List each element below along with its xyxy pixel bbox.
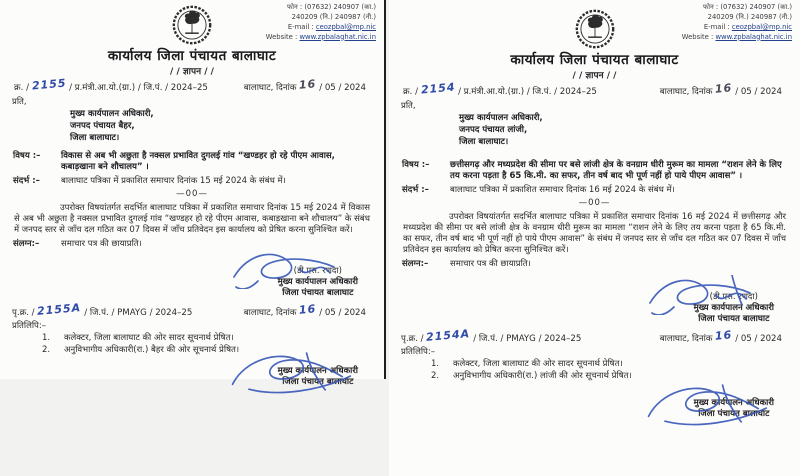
website-line: Website : www.zpbalaghat.nic.in	[265, 32, 376, 41]
reference-label: संदर्भ :–	[402, 184, 429, 195]
enclosure-text: समाचार पत्र की छायाप्रति।	[450, 259, 531, 270]
signatory-org: जिला पंचायत बालाघाट	[282, 376, 354, 387]
place-and-date: बालाघाट, दिनांक 16 / 05 / 2024	[243, 77, 366, 94]
signature-block-1	[12, 266, 372, 299]
recipient-line: जनपद पंचायत बैहर,	[70, 120, 135, 131]
copy-to-label: प्रतिलिपि:–	[12, 320, 46, 331]
subject-text: विकास से अब भी अछुता है नक्सल प्रभावित दुगलई गांव “खण्डहर हो रहे पीएम आवास, कबाड़खाना बने शौचालय” ।	[61, 150, 335, 172]
subject-text: छत्तीसगढ़ और मध्यप्रदेश की सीमा पर बसे लांजी क्षेत्र के वनग्राम धीरी मुरूम का मामला “राशन लेने के लिए तय करना पड़ता है 65 कि.मी. का सफर, तीन वर्ष बाद भी पूर्ण नहीं हो पाये पीएम आवास” ।	[450, 159, 782, 181]
enclosure-label: संलग्न:–	[13, 239, 40, 250]
handwritten-letter-number: 2154	[420, 80, 456, 97]
recipient-line: मुख्य कार्यपालन अधिकारी,	[70, 108, 154, 119]
recipient-address	[459, 113, 788, 148]
to-label: प्रति,	[12, 96, 27, 107]
reference-row	[401, 185, 788, 196]
copy-item: 2. अनुविभागीय अधिकारी(रा.) बैहर की ओर सूचनार्थ प्रेषित।	[42, 344, 240, 355]
email-link: ceozpbal@mp.nic	[315, 22, 376, 31]
reference-text: बालाघाट पत्रिका में प्रकाशित समाचार दिनांक 16 मई 2024 के संबंध में।	[450, 184, 675, 195]
signatory-org: जिला पंचायत बालाघाट	[698, 408, 770, 419]
recipient-line: जनपद पंचायत लांजी,	[459, 124, 528, 135]
reference-row	[12, 176, 372, 187]
contact-block	[266, 3, 376, 42]
enclosure-row	[401, 259, 788, 270]
subject-row	[401, 160, 788, 182]
copy-item: 1. कलेक्टर, जिला बालाघाट की ओर सादर सूचनार्थ प्रेषित।	[431, 358, 623, 369]
letter-page-1	[0, 0, 386, 387]
subject-row	[12, 151, 372, 173]
signatory-name: (डी.एस. रणदा)	[709, 292, 758, 303]
signature-block-2	[401, 398, 788, 420]
recipient-line: मुख्य कार्यपालन अधिकारी,	[459, 112, 543, 123]
letter-body: उपरोक्त विषयांतर्गत सदर्भित बालाघाट पत्रिका में प्रकाशित समाचार दिनांक 15 मई 2024 में विकास से अब भी अछुता है नक्सल प्रभावित दुगलई गांव “खण्डहर हो रहे पीएम आवास, कबाड़खाना बने शौचालय” के संबंध में जनपद स्तर से जाँच दल गठित कर 07 दिवस में जाँच प्रतिवेदन इस कार्यालय को प्रेषित करना सुनिश्चित करें।	[14, 202, 370, 235]
enclosure-text: समाचार पत्र की छायाप्रति।	[61, 239, 142, 250]
letter-number: क्र. / 2154 / प्र.मंत्री.आ.यो.(ग्रा.) / जि.पं. / 2024–25	[403, 80, 597, 98]
email-line: E-mail : ceozpbal@mp.nic	[287, 22, 376, 31]
letter-body: उपरोक्त विषयांतर्गत सदर्भित बालाघाट पत्रिका में प्रकाशित समाचार दिनांक 16 मई 2024 में छत्तीसगढ़ और मध्यप्रदेश की सीमा पर बसे लांजी क्षेत्र के वनग्राम धीरी मुरूम का मामला “राशन लेने के लिए तय करना पड़ता है 65 कि.मी. का सफर, तीन वर्ष बाद भी पूर्ण नहीं हो पाये पीएम आवास” के संबंध में जनपद स्तर से जाँच दल गठित कर 07 दिवस में जाँच प्रतिवेदन इस कार्यालय को प्रेषित करना सुनिश्चित करें।	[403, 211, 786, 256]
recipient-line: जिला बालाघाट।	[459, 136, 509, 147]
to-label: प्रति,	[401, 100, 416, 111]
website-link: www.zpbalaghat.nic.in	[715, 32, 792, 41]
website-line: Website : www.zpbalaghat.nic.in	[681, 32, 792, 41]
handwritten-letter-number: 2155	[31, 76, 67, 93]
reference-number-row	[401, 80, 788, 98]
office-title: कार्यालय जिला पंचायत बालाघाट	[107, 48, 277, 64]
subject-label: विषय :–	[402, 159, 430, 170]
recipient-line: जिला बालाघाट।	[70, 132, 120, 143]
signatory-title: मुख्य कार्यपालन अधिकारी	[277, 365, 358, 376]
handwritten-endorsement-number: 2154A	[425, 327, 471, 345]
office-title: कार्यालय जिला पंचायत बालाघाट	[510, 52, 679, 68]
contact-block	[682, 3, 792, 42]
phone-line-2: 240209 (नि.) 240987 (नी.)	[291, 12, 376, 21]
signatory-org: जिला पंचायत बालाघाट	[698, 314, 770, 325]
reference-number-row	[12, 76, 372, 94]
email-link: ceozpbal@mp.nic	[731, 22, 792, 31]
signatory-name: (डी.एस. रणदा)	[293, 266, 342, 277]
section-separator: —00—	[578, 197, 611, 208]
section-separator: —00—	[176, 188, 208, 199]
endorsement-place-date: बालाघाट, दिनांक 16 / 05 / 2024	[659, 328, 782, 345]
place-and-date: बालाघाट, दिनांक 16 / 05 / 2024	[659, 81, 782, 98]
endorsement-number: पृ.क्र. / 2154A / जि.पं. / PMAYG / 2024–25	[401, 327, 582, 345]
enclosure-label: संलग्न:–	[402, 259, 429, 270]
website-link: www.zpbalaghat.nic.in	[299, 32, 376, 41]
subject-label: विषय :–	[13, 150, 41, 161]
endorsement-row	[12, 301, 372, 319]
signature-block-1	[401, 292, 788, 325]
signature-block-2	[12, 366, 372, 388]
reference-label: संदर्भ :–	[13, 175, 40, 186]
handwritten-endorsement-number: 2155A	[36, 301, 82, 319]
reference-text: बालाघाट पत्रिका में प्रकाशित समाचार दिनांक 15 मई 2024 के संबंध में।	[61, 175, 286, 186]
copy-item: 2. अनुविभागीय अधिकारी(रा.) लांजी की ओर सूचनार्थ प्रेषित।	[431, 370, 632, 381]
endorsement-place-date: बालाघाट, दिनांक 16 / 05 / 2024	[243, 302, 366, 319]
email-line: E-mail : ceozpbal@mp.nic	[703, 22, 792, 31]
phone-line-1: फोन : (07632) 240907 (का.)	[702, 3, 792, 11]
copy-item: 1. कलेक्टर, जिला बालाघाट की ओर सादर सूचनार्थ प्रेषित।	[42, 332, 234, 343]
endorsement-number: पृ.क्र. / 2155A / जि.पं. / PMAYG / 2024–25	[12, 301, 193, 319]
handwritten-date: 16	[298, 302, 317, 317]
signatory-title: मुख्य कार्यपालन अधिकारी	[693, 397, 774, 408]
letter-page-2	[389, 0, 800, 476]
recipient-address	[70, 109, 372, 144]
signatory-org: जिला पंचायत बालाघाट	[282, 288, 354, 299]
signatory-title: मुख्य कार्यपालन अधिकारी	[277, 277, 358, 288]
letter-number: क्र. / 2155 / प्र.मंत्री.आ.यो.(ग्रा.) / जि.पं. / 2024–25	[14, 76, 208, 94]
phone-line-2: 240209 (नि.) 240987 (नी.)	[707, 12, 792, 21]
enclosure-row	[12, 239, 372, 250]
memo-type: / / ज्ञापन / /	[572, 70, 617, 81]
phone-line-1: फोन : (07632) 240907 (का.)	[286, 3, 376, 11]
endorsement-row	[401, 327, 788, 345]
handwritten-date: 16	[714, 81, 733, 96]
memo-type: / / ज्ञापन / /	[170, 66, 214, 77]
copy-to-label: प्रतिलिपि:–	[401, 346, 435, 357]
signatory-title: मुख्य कार्यपालन अधिकारी	[693, 303, 774, 314]
handwritten-date: 16	[298, 77, 317, 92]
handwritten-date: 16	[714, 328, 733, 344]
